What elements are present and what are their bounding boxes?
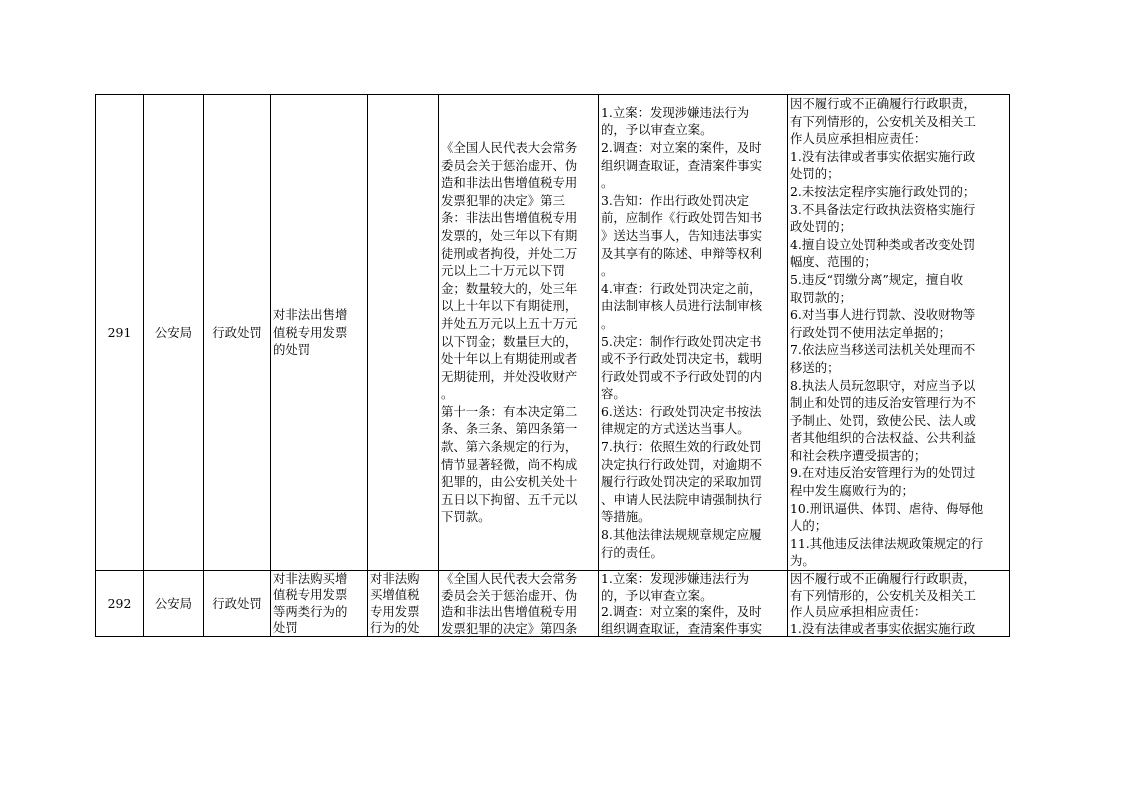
procedure-line: 容。 — [601, 386, 626, 402]
procedure-line: 由法制审核人员进行法制审核 — [601, 298, 763, 314]
liability-line: 人的； — [790, 518, 828, 534]
procedure-line: 。 — [601, 263, 614, 279]
liability-line: 者其他组织的合法权益、公共利益 — [790, 430, 976, 446]
sub-item-line: 对非法购 — [370, 571, 420, 587]
liability-line: 为。 — [790, 553, 815, 569]
procedure-line: 或不予行政处罚决定书，载明 — [601, 351, 763, 367]
basis-line: 条、条三条、第四条第一 — [441, 421, 578, 437]
basis-line: 以上十年以下有期徒刑， — [441, 298, 578, 314]
procedure-line: 7.执行：依照生效的行政处罚 — [601, 439, 762, 455]
procedure-line: 8.其他法律法规规章规定应履 — [601, 527, 762, 543]
sub-item-line: 买增值税 — [370, 587, 420, 603]
liability-line: 作人员应承担相应责任： — [790, 131, 927, 147]
liability-line: 10.刑讯逼供、体罚、虐待、侮辱他 — [790, 500, 984, 516]
category-cell: 行政处罚 — [204, 95, 271, 571]
table-row — [96, 95, 1010, 571]
procedure-line: 。 — [601, 315, 614, 331]
liability-line: 移送的； — [790, 359, 840, 375]
item-line: 对非法出售增 — [273, 307, 348, 323]
procedure-line: 行的责任。 — [601, 544, 663, 560]
procedure-line: 、申请人民法院申请强制执行 — [601, 491, 763, 507]
basis-line: 造和非法出售增值税专用 — [441, 604, 578, 620]
liability-line: 2.未按法定程序实施行政处罚的； — [790, 183, 976, 199]
procedure-cell — [599, 95, 788, 571]
procedure-line: 组织调查取证，查清案件事实 — [601, 157, 763, 173]
basis-line: 金；数量较大的，处三年 — [441, 280, 578, 296]
liability-line: 11.其他违反法律法规政策规定的行 — [790, 535, 984, 551]
liability-cell — [788, 571, 1010, 637]
row-number: 291 — [96, 95, 144, 571]
liability-line: 9.在对违反治安管理行为的处罚过 — [790, 465, 976, 481]
legal-basis-cell — [439, 95, 599, 571]
basis-line: 无期徒刑，并处没收财产 — [441, 368, 578, 384]
procedure-line: 的，予以审查立案。 — [601, 122, 713, 138]
procedure-line: 3.告知：作出行政处罚决定 — [601, 192, 750, 208]
basis-line: 徒刑或者拘役，并处二万 — [441, 245, 578, 261]
basis-line: 《全国人民代表大会常务 — [441, 571, 578, 587]
item-line: 值税专用发票 — [273, 587, 348, 603]
basis-line: 以下罚金；数量巨大的， — [441, 333, 578, 349]
procedure-line: 履行行政处罚决定的采取加罚 — [601, 474, 763, 490]
procedure-line: 》送达当事人，告知违法事实 — [601, 227, 763, 243]
liability-line: 和社会秩序遭受损害的； — [790, 447, 927, 463]
procedure-line: 4.审查：行政处罚决定之前， — [601, 280, 762, 296]
liability-cell — [788, 95, 1010, 571]
item-line: 值税专用发票 — [273, 324, 348, 340]
liability-line: 因不履行或不正确履行行政职责， — [790, 96, 976, 111]
liability-line: 5.违反“罚缴分离”规定，擅自收 — [790, 271, 964, 287]
liability-line: 1.没有法律或者事实依据实施行政 — [790, 620, 976, 636]
basis-line: 发票的，处三年以下有期 — [441, 227, 578, 243]
item-line: 对非法购买增 — [273, 571, 348, 587]
liability-line: 有下列情形的，公安机关及相关工 — [790, 113, 976, 129]
sub-item-cell — [368, 95, 439, 571]
procedure-line: 及其享有的陈述、申辩等权利 — [601, 245, 763, 261]
category-cell: 行政处罚 — [204, 571, 271, 637]
liability-line: 6.对当事人进行罚款、没收财物等 — [790, 307, 976, 323]
procedure-line: 6.送达：行政处罚决定书按法 — [601, 403, 762, 419]
procedure-line: 1.立案：发现涉嫌违法行为 — [601, 571, 750, 587]
sub-item-cell — [368, 571, 439, 637]
department-cell: 公安局 — [144, 95, 204, 571]
item-name-cell — [271, 571, 368, 637]
liability-line: 行政处罚不使用法定单据的； — [790, 324, 952, 340]
basis-line: 元以上二十万元以下罚 — [441, 263, 565, 279]
basis-line: 《全国人民代表大会常务 — [441, 139, 578, 155]
table-row — [96, 571, 1010, 637]
procedure-line: 1.立案：发现涉嫌违法行为 — [601, 104, 750, 120]
basis-line: 委员会关于惩治虚开、伪 — [441, 157, 578, 173]
item-line: 的处罚 — [273, 342, 311, 358]
liability-line: 幅度、范围的； — [790, 254, 877, 270]
basis-line: 条：非法出售增值税专用 — [441, 210, 578, 226]
basis-line: 发票犯罪的决定》第四条 — [441, 620, 578, 636]
liability-line: 7.依法应当移送司法机关处理而不 — [790, 342, 976, 358]
basis-line: 款、第六条规定的行为， — [441, 439, 578, 455]
liability-line: 1.没有法律或者事实依据实施行政 — [790, 148, 976, 164]
basis-line: 下罚款。 — [441, 509, 491, 525]
liability-line: 制止和处罚的违反治安管理行为不 — [790, 395, 976, 411]
legal-basis-cell — [439, 571, 599, 637]
procedure-line: 等措施。 — [601, 509, 651, 525]
sub-item-line: 行为的处 — [370, 619, 420, 635]
row-number: 292 — [96, 571, 144, 637]
liability-line: 作人员应承担相应责任： — [790, 604, 927, 620]
procedure-line: 组织调查取证，查清案件事实 — [601, 620, 763, 636]
liability-line: 4.擅自设立处罚种类或者改变处罚 — [790, 236, 976, 252]
procedure-line: 的，予以审查立案。 — [601, 587, 713, 603]
liability-line: 取罚款的； — [790, 289, 852, 305]
procedure-line: 行政处罚或不予行政处罚的内 — [601, 368, 763, 384]
department-cell: 公安局 — [144, 571, 204, 637]
sub-item-line: 专用发票 — [370, 603, 420, 619]
item-line: 等两类行为的 — [273, 603, 348, 619]
basis-line: 犯罪的，由公安机关处十 — [441, 474, 578, 490]
procedure-line: 2.调查：对立案的案件，及时 — [601, 139, 762, 155]
procedure-line: 前，应制作《行政处罚告知书 — [601, 210, 763, 226]
basis-line: 第十一条：有本决定第二 — [441, 403, 578, 419]
procedure-line: 决定执行行政处罚，对逾期不 — [601, 456, 763, 472]
liability-line: 处罚的； — [790, 166, 840, 182]
liability-line: 有下列情形的，公安机关及相关工 — [790, 587, 976, 603]
liability-line: 3.不具备法定行政执法资格实施行 — [790, 201, 976, 217]
records-table — [95, 94, 1010, 637]
procedure-cell — [599, 571, 788, 637]
procedure-line: 律规定的方式送达当事人。 — [601, 421, 750, 437]
basis-line: 。 — [441, 386, 454, 402]
basis-line: 处十年以上有期徒刑或者 — [441, 351, 578, 367]
basis-line: 发票犯罪的决定》第三 — [441, 192, 565, 208]
item-line: 处罚 — [273, 619, 298, 635]
procedure-line: 2.调查：对立案的案件，及时 — [601, 604, 762, 620]
basis-line: 造和非法出售增值税专用 — [441, 175, 578, 191]
procedure-line: 。 — [601, 175, 614, 191]
basis-line: 情节显著轻微，尚不构成 — [441, 456, 578, 472]
procedure-line: 5.决定：制作行政处罚决定书 — [601, 333, 762, 349]
liability-line: 程中发生腐败行为的； — [790, 483, 914, 499]
basis-line: 五日以下拘留、五千元以 — [441, 491, 578, 507]
item-name-cell — [271, 95, 368, 571]
basis-line: 并处五万元以上五十万元 — [441, 315, 578, 331]
basis-line: 委员会关于惩治虚开、伪 — [441, 587, 578, 603]
liability-line: 予制止、处罚，致使公民、法人或 — [790, 412, 976, 428]
liability-line: 8.执法人员玩忽职守，对应当予以 — [790, 377, 976, 393]
liability-line: 政处罚的； — [790, 219, 852, 235]
liability-line: 因不履行或不正确履行行政职责， — [790, 571, 976, 587]
